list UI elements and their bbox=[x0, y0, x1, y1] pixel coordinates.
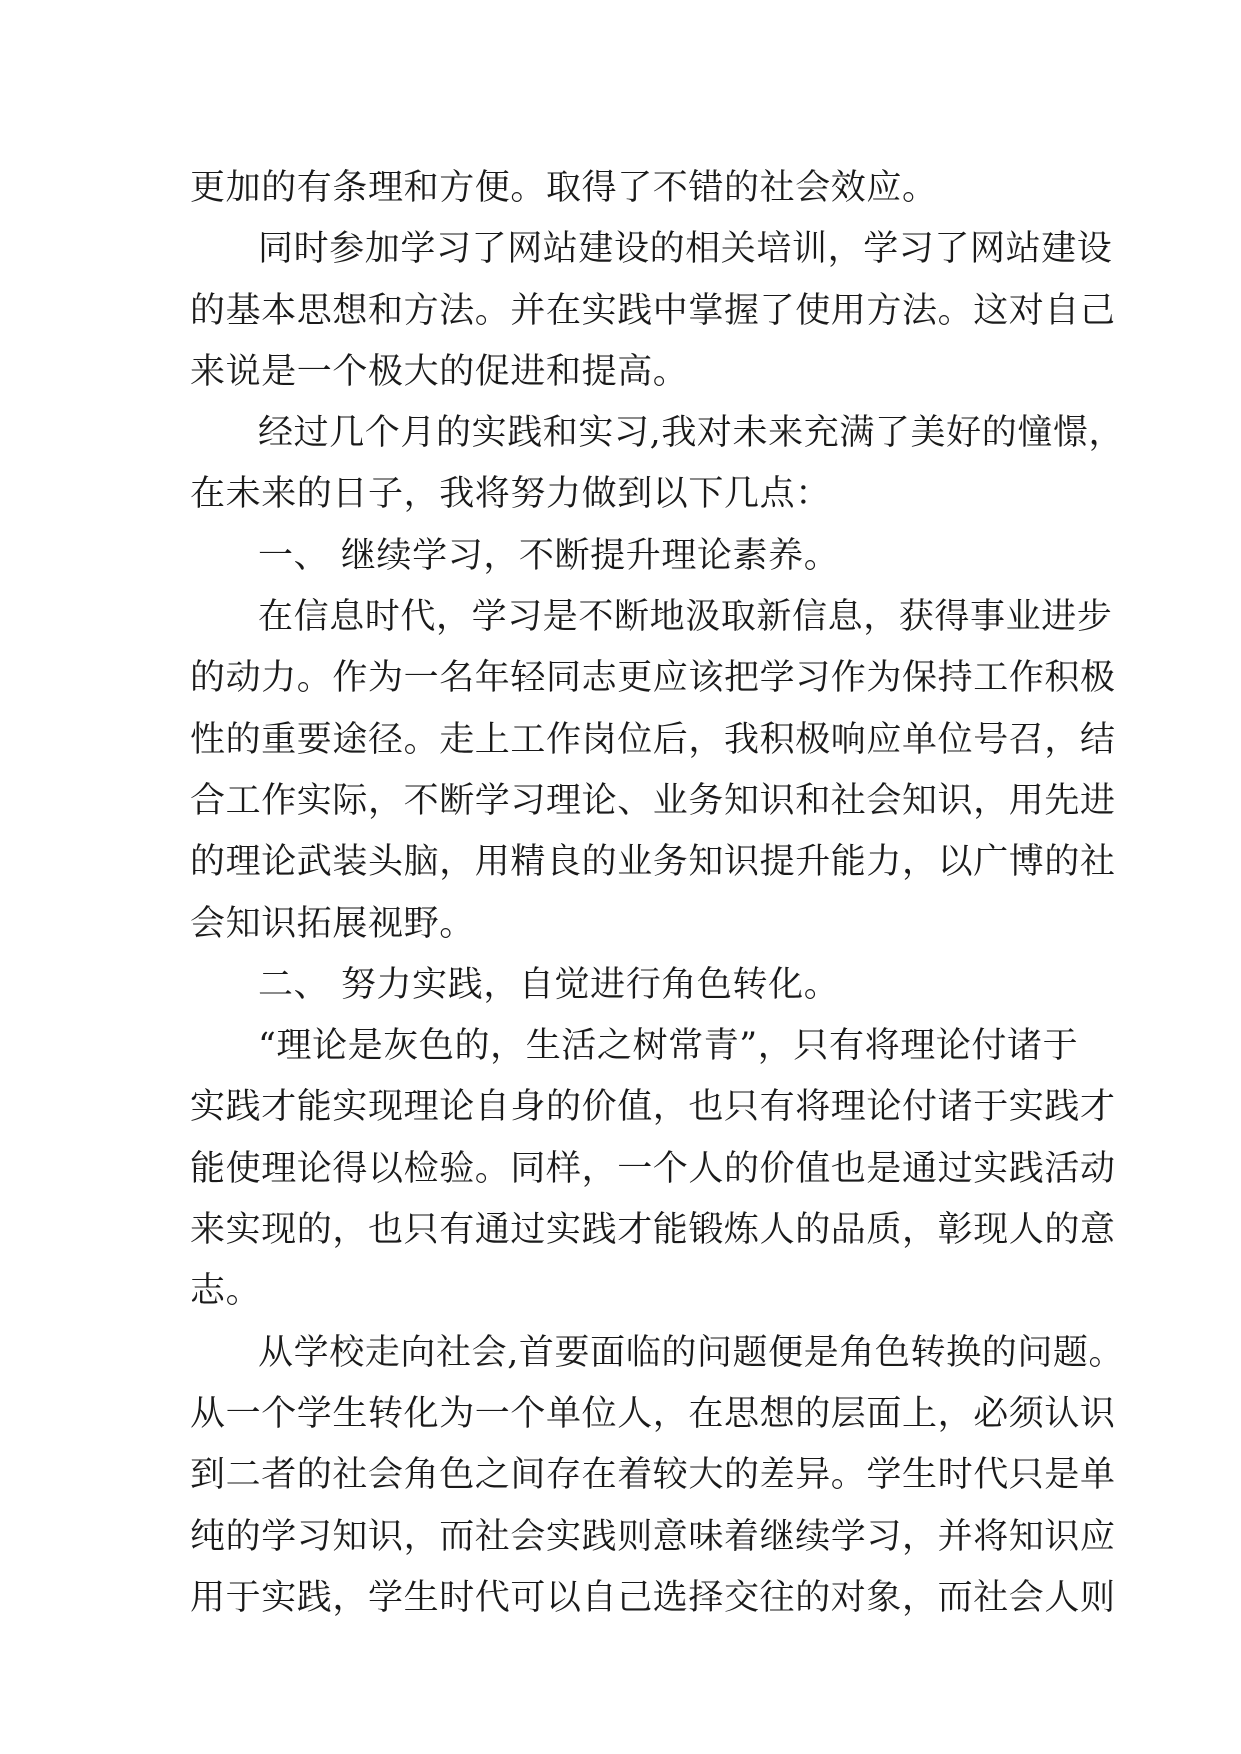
text-line: 在未来的日子，我将努力做到以下几点： bbox=[190, 474, 831, 515]
text-line: 来实现的，也只有通过实践才能锻炼人的品质，彰现人的意 bbox=[190, 1210, 1116, 1251]
text-line: 实践才能实现理论自身的价值，也只有将理论付诸于实践才 bbox=[190, 1087, 1116, 1128]
text-line: 用于实践，学生时代可以自己选择交往的对象，而社会人则 bbox=[190, 1577, 1116, 1618]
text-line: 一、 继续学习，不断提升理论素养。 bbox=[258, 535, 840, 576]
text-line: 二、 努力实践，自觉进行角色转化。 bbox=[258, 964, 840, 1005]
text-line: 从一个学生转化为一个单位人，在思想的层面上，必须认识 bbox=[190, 1393, 1116, 1434]
text-line: 在信息时代，学习是不断地汲取新信息，获得事业进步 bbox=[258, 597, 1113, 638]
text-line: 会知识拓展视野。 bbox=[190, 903, 475, 944]
text-line: 能使理论得以检验。同样，一个人的价值也是通过实践活动 bbox=[190, 1148, 1116, 1189]
document-body bbox=[190, 158, 1125, 1629]
text-line: 经过几个月的实践和实习,我对未来充满了美好的憧憬， bbox=[258, 413, 1125, 454]
text-line: 的动力。作为一名年轻同志更应该把学习作为保持工作积极 bbox=[190, 658, 1116, 699]
text-line: 来说是一个极大的促进和提高。 bbox=[190, 351, 689, 392]
text-line: 的基本思想和方法。并在实践中掌握了使用方法。这对自己 bbox=[190, 290, 1116, 331]
text-line: 志。 bbox=[190, 1271, 262, 1312]
text-line: 纯的学习知识，而社会实践则意味着继续学习，并将知识应 bbox=[190, 1516, 1116, 1557]
text-line: 更加的有条理和方便。取得了不错的社会效应。 bbox=[190, 168, 938, 208]
text-line: 从学校走向社会,首要面临的问题便是角色转换的问题。 bbox=[258, 1332, 1125, 1373]
text-line: 到二者的社会角色之间存在着较大的差异。学生时代只是单 bbox=[190, 1455, 1116, 1496]
text-line: 的理论武装头脑，用精良的业务知识提升能力，以广博的社 bbox=[190, 842, 1116, 883]
text-line: 性的重要途径。走上工作岗位后，我积极响应单位号召，结 bbox=[190, 719, 1116, 760]
text-line: 合工作实际，不断学习理论、业务知识和社会知识，用先进 bbox=[190, 780, 1116, 821]
text-line: 同时参加学习了网站建设的相关培训，学习了网站建设 bbox=[258, 229, 1113, 270]
text-line: “理论是灰色的，生活之树常青”，只有将理论付诸于 bbox=[258, 1026, 1079, 1067]
